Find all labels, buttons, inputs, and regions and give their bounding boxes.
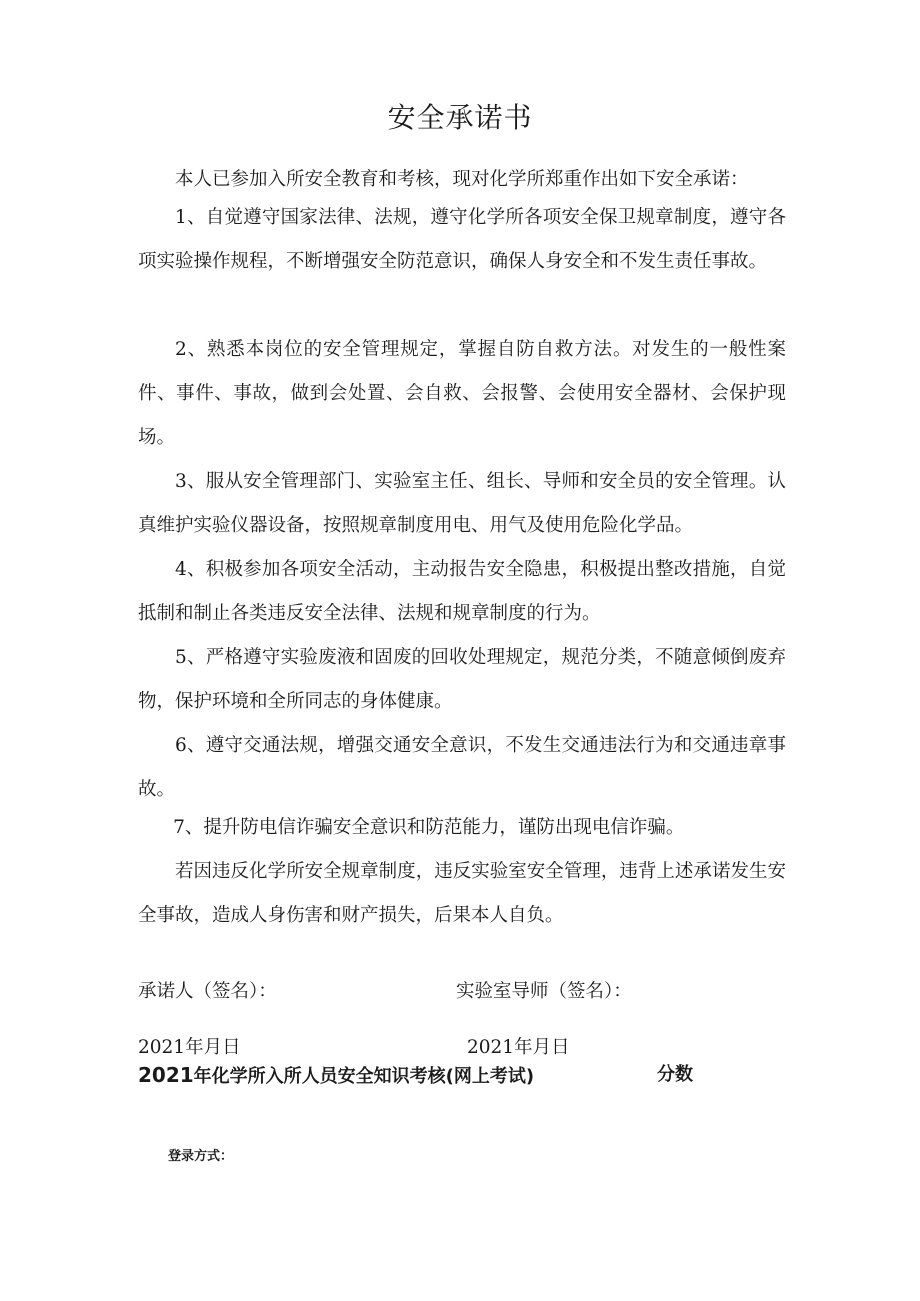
document-title: 安全承诺书	[387, 101, 533, 134]
commitment-item-6: 6、遵守交通法规，增强交通安全意识，不发生交通违法行为和交通违章事故。	[138, 735, 786, 800]
exam-year: 2021	[138, 1063, 194, 1087]
score-label: 分数	[657, 1064, 693, 1085]
commitment-item-3: 3、服从安全管理部门、实验室主任、组长、导师和安全员的安全管理。认真维护实验仪器设备，按照规章制度用电、用气及使用危险化学品。	[138, 471, 786, 536]
advisor-signature-label: 实验室导师（签名）：	[456, 981, 632, 1002]
advisor-date: 2021年月日	[467, 1037, 570, 1058]
commitment-item-5: 5、严格遵守实验废液和固废的回收处理规定，规范分类，不随意倾倒废弃物，保护环境和全所同志的身体健康。	[138, 647, 786, 712]
commitment-item-4: 4、积极参加各项安全活动，主动报告安全隐患，积极提出整改措施，自觉抵制和制止各类违反安全法律、法规和规章制度的行为。	[138, 559, 786, 624]
exam-title-text: 年化学所入所人员安全知识考核(网上考试)	[193, 1066, 535, 1087]
closing-paragraph: 若因违反化学所安全规章制度，违反实验室安全管理，违背上述承诺发生安全事故，造成人身伤害和财产损失，后果本人自负。	[138, 861, 786, 926]
intro-paragraph: 本人已参加入所安全教育和考核，现对化学所郑重作出如下安全承诺：	[175, 169, 749, 190]
promisor-date: 2021年月日	[138, 1037, 241, 1058]
promisor-signature-label: 承诺人（签名）：	[138, 981, 277, 1002]
commitment-item-2: 2、熟悉本岗位的安全管理规定，掌握自防自救方法。对发生的一般性案件、事件、事故，做到会处置、会自救、会报警、会使用安全器材、会保护现场。	[138, 339, 786, 448]
commitment-item-1: 1、自觉遵守国家法律、法规，遵守化学所各项安全保卫规章制度，遵守各项实验操作规程，不断增强安全防范意识，确保人身安全和不发生责任事故。	[138, 207, 786, 272]
commitment-item-7: 7、提升防电信诈骗安全意识和防范能力，谨防出现电信诈骗。	[173, 817, 685, 838]
login-method-label: 登录方式：	[168, 1149, 234, 1164]
